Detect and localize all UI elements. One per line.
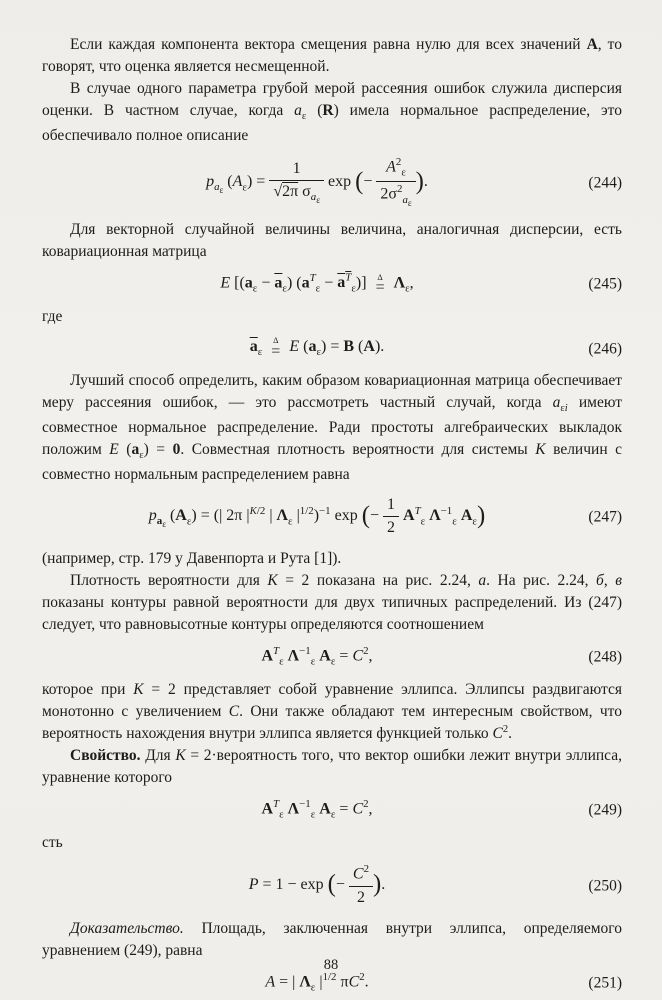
paragraph-reference: (например, стр. 179 у Давенпорта и Рута [1]). <box>42 550 342 568</box>
equation-251-body: A = | $\Lambda_\varepsilon$ $|^{1/2}$ $\pi C^2$. <box>265 970 369 994</box>
paragraph-dispersion: В случае одного параметра грубой мерой рассеяния ошибок служила дисперсия оценки. В частном случае, когда $a_\varepsilon$ (R) имела нормальное распределение, это обеспечивало полное описание <box>42 80 622 145</box>
equation-248-body: $A^T_\varepsilon$ $\Lambda^{-1}_\varepsilon$ $A_\varepsilon = C^2$, <box>261 645 373 668</box>
equation-250-body: P = 1 − exp (− $\frac{C^2}{2}$ ). <box>248 863 386 906</box>
page-number: 88 <box>323 957 339 973</box>
paragraph-proof: Доказательство. Площадь, заключенная внутри эллипса, определяемого уравнением (249), равна <box>42 919 622 959</box>
equation-245-body: E $[(a_\varepsilon - \overline{a}_\varepsilon) (a^T_\varepsilon - a^T_\varepsilon)]$ Δ = $\Lambda_\varepsilon$, <box>220 272 414 296</box>
equation-248 <box>42 645 622 669</box>
paragraph-unbiased-estimate: Если каждая компонента вектора смещения равна нулю для всех значений А, то говорят, что оценка является несмещенной. <box>42 36 622 75</box>
equation-251-number: (251) <box>588 974 622 992</box>
equation-246-number: (246) <box>588 339 622 357</box>
paragraph-best-way: Лучший способ определить, каким образом ковариационная матрица обеспечивает меру рассеяния ошибок, — это рассмотреть частный случай, когда $a_{\varepsilon i}$ имеют совместное нормальное распределение. Ради простоты алгебраических выкладок положим E $(a_\varepsilon) = 0$. Совместная плотность вероятности для системы K величин с совместно нормальным распределением равна <box>42 371 623 484</box>
equation-245 <box>42 272 622 296</box>
equation-249-number: (249) <box>588 801 622 819</box>
paragraph-est: сть <box>42 834 63 852</box>
paragraph-covariance-matrix: Для векторной случайной величины величина, аналогичная дисперсии, есть ковариационная матрица <box>42 221 622 260</box>
equation-251 <box>42 971 622 995</box>
paragraph-where: где <box>42 308 63 326</box>
equation-247 <box>42 495 622 538</box>
equation-249 <box>42 798 622 822</box>
equation-245-number: (245) <box>588 275 622 293</box>
equation-247-body: $p_{a_\varepsilon}$ $(A_\varepsilon)$ = (| 2π $|^{K/2}$ | $\Lambda_\varepsilon$ $|^{1/2})^{-1}$ exp (− $\frac{1}{2}$ $A^T_\varepsilon$ $\Lambda^{-1}_\varepsilon$ $A_\varepsilon$) <box>148 496 486 537</box>
equation-248-number: (248) <box>588 648 622 666</box>
equation-246-body: $\overline{a}_\varepsilon$ Δ = E $(a_\varepsilon) = B$ (A). <box>249 336 385 360</box>
equation-250-number: (250) <box>588 876 622 894</box>
paragraph-ellipse: которое при K = 2 представляет собой уравнение эллипса. Эллипсы раздвигаются монотонно с увеличением C. Они также обладают тем интересным свойством, что вероятность нахождения внутри эллипса является функцией только $C^2$. <box>42 681 623 743</box>
equation-246 <box>42 337 622 360</box>
equation-247-number: (247) <box>588 507 622 525</box>
equation-244 <box>42 156 622 209</box>
equation-244-number: (244) <box>588 173 622 191</box>
equation-244-body: $p_{a_\varepsilon}$ $(A_\varepsilon)$ = $\frac{1}{√2\pi \sigma_{a_\varepsilon}}$ exp (− $\frac{A^2_\varepsilon}{2\sigma^2_{a_\varepsilon}}$ ). <box>206 156 428 208</box>
paragraph-density-k2: Плотность вероятности для K = 2 показана на рис. 2.24, а. На рис. 2.24, б, в показаны контуры равной вероятности для двух типичных распределений. Из (247) следует, что равновысотные контуры определяются соотношением <box>42 572 622 634</box>
equation-250 <box>42 863 622 907</box>
equation-249-body: $A^T_\varepsilon$ $\Lambda^{-1}_\varepsilon$ $A_\varepsilon = C^2$, <box>261 798 373 821</box>
paragraph-property: Свойство. Для K = 2·вероятность того, что вектор ошибки лежит внутри эллипса, уравнение которого <box>42 747 622 787</box>
